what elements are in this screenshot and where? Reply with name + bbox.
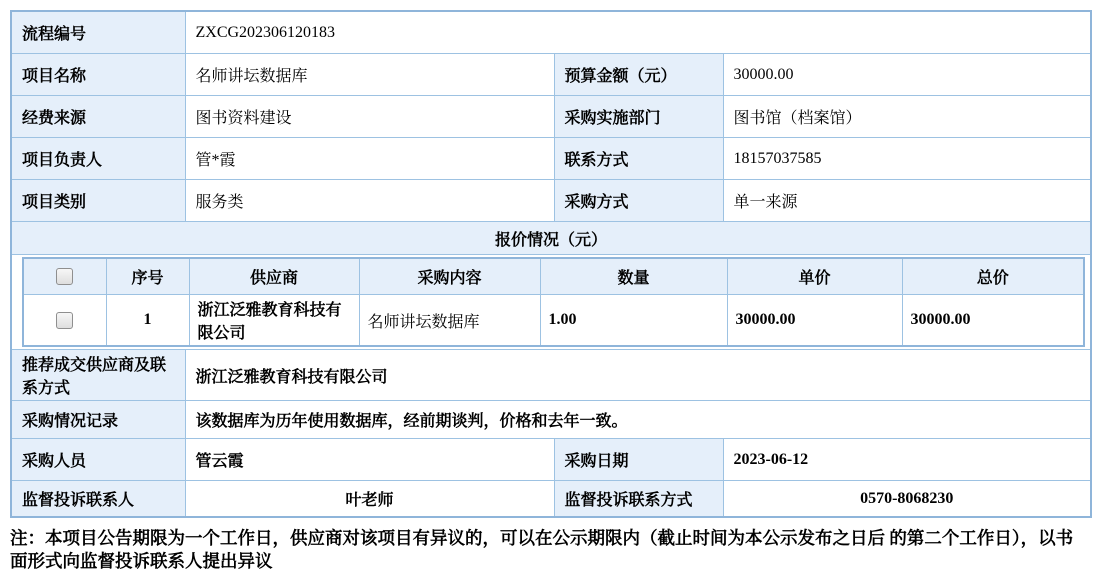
row-recommended-supplier — [11, 350, 1091, 401]
col-header-unit-price: 单价 — [727, 258, 902, 295]
col-header-quantity: 数量 — [540, 258, 727, 295]
content-cell: 名师讲坛数据库 — [359, 295, 540, 347]
contact-label: 联系方式 — [554, 138, 723, 180]
row-purchaser-date — [11, 439, 1091, 481]
col-header-seq: 序号 — [106, 258, 189, 295]
fund-source-label: 经费来源 — [11, 96, 185, 138]
row-checkbox[interactable] — [56, 312, 73, 329]
row-select-cell — [23, 295, 106, 347]
col-header-supplier: 供应商 — [189, 258, 359, 295]
purchase-method-value: 单一来源 — [723, 180, 1091, 222]
complaint-phone-value: 0570-8068230 — [723, 481, 1091, 518]
select-all-checkbox[interactable] — [56, 268, 73, 285]
fund-source-value: 图书资料建设 — [185, 96, 554, 138]
purchase-date-value: 2023-06-12 — [723, 439, 1091, 481]
purchaser-label: 采购人员 — [11, 439, 185, 481]
purchase-record-label: 采购情况记录 — [11, 401, 185, 439]
project-type-label: 项目类别 — [11, 180, 185, 222]
col-header-content: 采购内容 — [359, 258, 540, 295]
row-leader-contact — [11, 138, 1091, 180]
complaint-phone-label: 监督投诉联系方式 — [554, 481, 723, 518]
complaint-contact-label: 监督投诉联系人 — [11, 481, 185, 518]
row-quote-table — [11, 255, 1091, 350]
supplier-cell: 浙江泛雅教育科技有限公司 — [189, 295, 359, 347]
unit-price-cell: 30000.00 — [727, 295, 902, 347]
quote-header-row — [23, 258, 1084, 295]
process-no-label: 流程编号 — [11, 11, 185, 54]
purchase-dept-value: 图书馆（档案馆） — [723, 96, 1091, 138]
budget-value: 30000.00 — [723, 54, 1091, 96]
recommended-supplier-value: 浙江泛雅教育科技有限公司 — [185, 350, 1091, 401]
quote-table — [22, 257, 1085, 347]
row-process-no — [11, 11, 1091, 54]
quote-data-row — [23, 295, 1084, 347]
row-fund-dept — [11, 96, 1091, 138]
purchase-method-label: 采购方式 — [554, 180, 723, 222]
project-leader-label: 项目负责人 — [11, 138, 185, 180]
project-leader-value: 管*霞 — [185, 138, 554, 180]
procurement-info-table — [10, 10, 1092, 518]
purchaser-value: 管云霞 — [185, 439, 554, 481]
row-project-name-budget — [11, 54, 1091, 96]
project-name-label: 项目名称 — [11, 54, 185, 96]
row-quote-title — [11, 222, 1091, 255]
row-type-method — [11, 180, 1091, 222]
seq-cell: 1 — [106, 295, 189, 347]
row-complaint-contact — [11, 481, 1091, 518]
purchase-record-value: 该数据库为历年使用数据库，经前期谈判，价格和去年一致。 — [185, 401, 1091, 439]
quote-section-title: 报价情况（元） — [11, 222, 1091, 255]
budget-label: 预算金额（元） — [554, 54, 723, 96]
quote-table-container — [11, 255, 1091, 350]
col-header-total-price: 总价 — [902, 258, 1084, 295]
contact-value: 18157037585 — [723, 138, 1091, 180]
process-no-value: ZXCG202306120183 — [185, 11, 1091, 54]
project-type-value: 服务类 — [185, 180, 554, 222]
quantity-cell: 1.00 — [540, 295, 727, 347]
purchase-date-label: 采购日期 — [554, 439, 723, 481]
total-price-cell: 30000.00 — [902, 295, 1084, 347]
recommended-supplier-label: 推荐成交供应商及联系方式 — [11, 350, 185, 401]
complaint-contact-value: 叶老师 — [185, 481, 554, 518]
row-purchase-record — [11, 401, 1091, 439]
project-name-value: 名师讲坛数据库 — [185, 54, 554, 96]
announcement-note: 注：本项目公告期限为一个工作日，供应商对该项目有异议的，可以在公示期限内（截止时间为本公示发布之日后 的第二个工作日），以书面形式向监督投诉联系人提出异议 — [10, 528, 1074, 572]
select-all-cell — [23, 258, 106, 295]
purchase-dept-label: 采购实施部门 — [554, 96, 723, 138]
